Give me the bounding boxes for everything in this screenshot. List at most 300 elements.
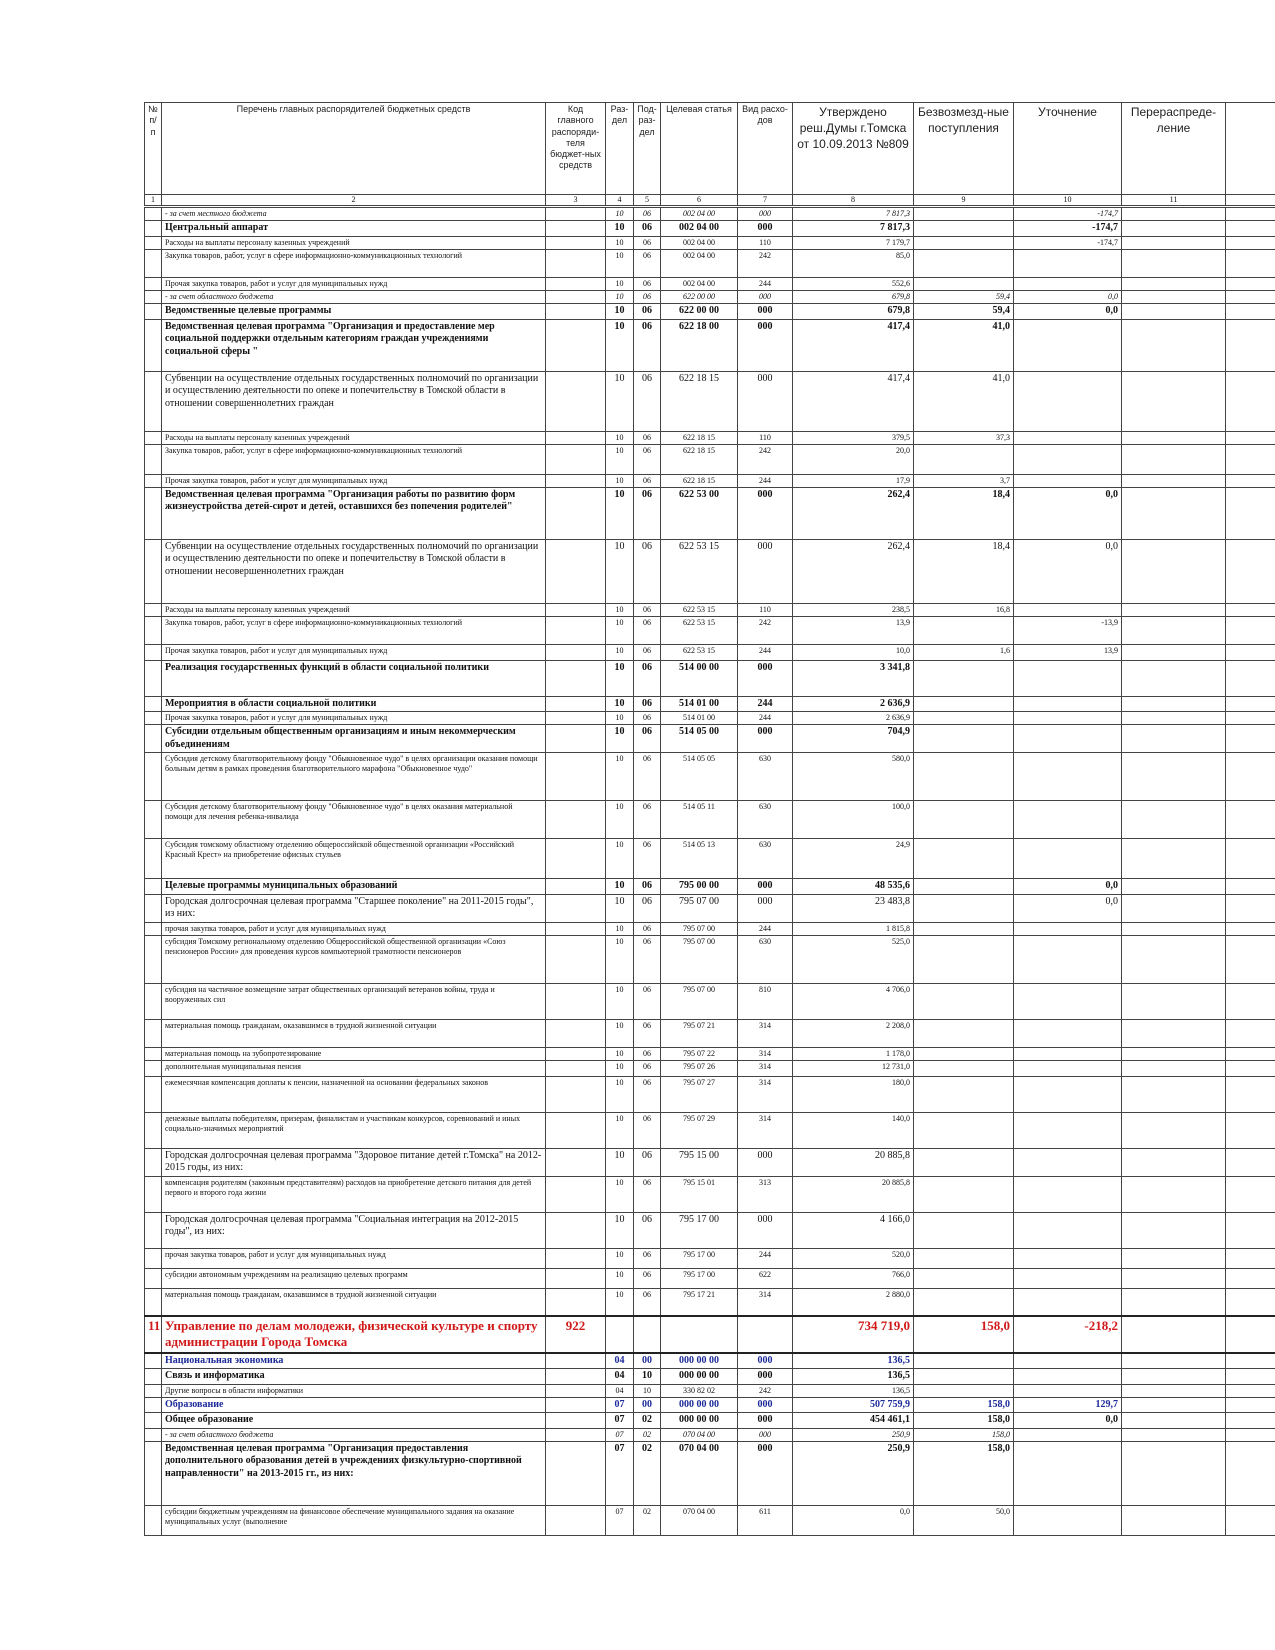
row-celevaya: 622 18 00 [661, 319, 738, 371]
row-pereraspred [1122, 277, 1226, 290]
row-utverzhdeno: 417,4 [793, 319, 914, 371]
row-podrazdel: 06 [634, 1248, 661, 1268]
row-celevaya: 514 05 05 [661, 753, 738, 801]
row-number [145, 696, 162, 712]
row-celevaya: 622 00 00 [661, 290, 738, 303]
row-kod [546, 236, 606, 249]
header-celevaya: Целевая статья [661, 103, 738, 195]
row-vid: 244 [738, 474, 793, 487]
row-bezvozmezd [914, 753, 1014, 801]
row-podrazdel: 06 [634, 221, 661, 237]
row-pereraspred [1122, 1441, 1226, 1505]
row-razdel: 10 [606, 1248, 634, 1268]
row-number [145, 801, 162, 839]
table-row [145, 1369, 1275, 1385]
colnum-6: 6 [661, 195, 738, 207]
row-podrazdel: 02 [634, 1505, 661, 1535]
row-celevaya: 795 07 00 [661, 935, 738, 983]
row-utochnenie [1014, 1019, 1122, 1047]
row-extra [1226, 487, 1275, 539]
row-name: - за счет местного бюджета [162, 207, 546, 221]
row-pereraspred [1122, 660, 1226, 696]
row-pereraspred [1122, 603, 1226, 616]
row-utverzhdeno: 136,5 [793, 1353, 914, 1369]
row-kod [546, 1288, 606, 1316]
row-number [145, 277, 162, 290]
row-kod [546, 603, 606, 616]
row-utverzhdeno: 136,5 [793, 1369, 914, 1385]
row-podrazdel: 02 [634, 1441, 661, 1505]
table-row [145, 1060, 1275, 1076]
row-kod [546, 894, 606, 922]
row-celevaya: 002 04 00 [661, 277, 738, 290]
row-name: Ведомственная целевая программа "Организация работы по развитию форм жизнеустройства детей-сирот и детей, оставшихся без попечения родителей" [162, 487, 546, 539]
row-utochnenie [1014, 935, 1122, 983]
row-name: материальная помощь гражданам, оказавшимся в трудной жизненной ситуации [162, 1288, 546, 1316]
table-row [145, 801, 1275, 839]
row-utochnenie [1014, 922, 1122, 935]
row-podrazdel: 06 [634, 444, 661, 474]
row-utochnenie [1014, 660, 1122, 696]
row-podrazdel: 06 [634, 1060, 661, 1076]
row-podrazdel: 06 [634, 303, 661, 319]
row-podrazdel: 06 [634, 290, 661, 303]
row-podrazdel: 06 [634, 696, 661, 712]
row-podrazdel: 06 [634, 249, 661, 277]
row-pereraspred [1122, 712, 1226, 725]
row-utverzhdeno: 417,4 [793, 371, 914, 431]
row-celevaya: 000 00 00 [661, 1353, 738, 1369]
row-podrazdel: 06 [634, 1112, 661, 1148]
row-name: Субсидия детскому благотворительному фонду "Обыкновенное чудо" в целях организации оказания помощи больным детям в рамках проведения благотворительного марафона "Обыкновенное чудо" [162, 753, 546, 801]
row-pereraspred [1122, 644, 1226, 660]
row-bezvozmezd [914, 1248, 1014, 1268]
row-utverzhdeno: 552,6 [793, 277, 914, 290]
row-celevaya: 795 00 00 [661, 879, 738, 895]
row-bezvozmezd: 158,0 [914, 1428, 1014, 1441]
row-kod [546, 725, 606, 753]
row-bezvozmezd [914, 1112, 1014, 1148]
row-extra [1226, 1413, 1275, 1429]
row-kod [546, 983, 606, 1019]
row-number [145, 236, 162, 249]
row-vid: 000 [738, 1441, 793, 1505]
row-name: Субсидия детскому благотворительному фонду "Обыкновенное чудо" в целях оказания материальной помощи для лечения ребенка-инвалида [162, 801, 546, 839]
row-number [145, 644, 162, 660]
row-pereraspred [1122, 539, 1226, 603]
row-utverzhdeno: 525,0 [793, 935, 914, 983]
row-utverzhdeno: 454 461,1 [793, 1413, 914, 1429]
row-podrazdel: 06 [634, 839, 661, 879]
row-vid: 314 [738, 1076, 793, 1112]
row-celevaya [661, 1316, 738, 1353]
row-name: Субсидия томскому областному отделению общероссийской общественной организации «Российский Красный Крест» на приобретение офисных стульев [162, 839, 546, 879]
row-celevaya: 070 04 00 [661, 1428, 738, 1441]
row-razdel: 10 [606, 1176, 634, 1212]
row-vid: 244 [738, 922, 793, 935]
row-podrazdel: 06 [634, 753, 661, 801]
colnum-9: 9 [914, 195, 1014, 207]
row-razdel: 10 [606, 444, 634, 474]
row-utochnenie [1014, 1384, 1122, 1397]
table-row [145, 935, 1275, 983]
row-name: - за счет областного бюджета [162, 1428, 546, 1441]
row-celevaya: 330 82 02 [661, 1384, 738, 1397]
row-extra [1226, 444, 1275, 474]
row-kod [546, 1248, 606, 1268]
row-number [145, 660, 162, 696]
row-vid: 000 [738, 660, 793, 696]
row-number [145, 487, 162, 539]
row-utverzhdeno: 2 636,9 [793, 712, 914, 725]
row-kod [546, 1268, 606, 1288]
row-bezvozmezd: 18,4 [914, 487, 1014, 539]
colnum-3: 3 [546, 195, 606, 207]
row-name: Прочая закупка товаров, работ и услуг для муниципальных нужд [162, 712, 546, 725]
row-utochnenie: -174,7 [1014, 236, 1122, 249]
row-podrazdel: 06 [634, 539, 661, 603]
row-extra [1226, 603, 1275, 616]
row-utochnenie: 0,0 [1014, 303, 1122, 319]
row-bezvozmezd [914, 1047, 1014, 1060]
row-utochnenie: 13,9 [1014, 644, 1122, 660]
row-vid: 242 [738, 444, 793, 474]
row-vid: 313 [738, 1176, 793, 1212]
row-bezvozmezd [914, 1212, 1014, 1248]
row-vid: 244 [738, 277, 793, 290]
row-vid: 000 [738, 221, 793, 237]
row-razdel: 10 [606, 801, 634, 839]
row-utochnenie [1014, 431, 1122, 444]
row-utochnenie [1014, 1428, 1122, 1441]
row-utverzhdeno: 85,0 [793, 249, 914, 277]
row-extra [1226, 207, 1275, 221]
table-row [145, 1428, 1275, 1441]
row-celevaya: 002 04 00 [661, 249, 738, 277]
table-row [145, 1268, 1275, 1288]
budget-table [144, 102, 1275, 1536]
table-row [145, 303, 1275, 319]
table-body [145, 207, 1275, 1536]
row-extra [1226, 1428, 1275, 1441]
row-name: субсидии автономным учреждениям на реализацию целевых программ [162, 1268, 546, 1288]
row-bezvozmezd: 18,4 [914, 539, 1014, 603]
row-celevaya: 795 07 22 [661, 1047, 738, 1060]
row-pereraspred [1122, 236, 1226, 249]
row-name: субсидии бюджетным учреждениям на финансовое обеспечение муниципального задания на оказание муниципальных услуг (выполнение [162, 1505, 546, 1535]
row-bezvozmezd [914, 660, 1014, 696]
row-pereraspred [1122, 753, 1226, 801]
row-number: 11 [145, 1316, 162, 1353]
row-razdel: 10 [606, 712, 634, 725]
colnum-12 [1226, 195, 1275, 207]
row-extra [1226, 474, 1275, 487]
row-razdel: 10 [606, 1148, 634, 1176]
row-utverzhdeno: 262,4 [793, 487, 914, 539]
row-vid: 242 [738, 1384, 793, 1397]
row-number [145, 371, 162, 431]
row-name: Связь и информатика [162, 1369, 546, 1385]
row-number [145, 207, 162, 221]
table-row [145, 603, 1275, 616]
row-utverzhdeno: 1 178,0 [793, 1047, 914, 1060]
table-row [145, 1076, 1275, 1112]
row-kod [546, 879, 606, 895]
row-vid: 000 [738, 207, 793, 221]
row-podrazdel: 06 [634, 1076, 661, 1112]
row-bezvozmezd [914, 894, 1014, 922]
row-kod [546, 1076, 606, 1112]
row-bezvozmezd [914, 1019, 1014, 1047]
row-utochnenie [1014, 801, 1122, 839]
row-name: ежемесячная компенсация доплаты к пенсии, назначенной на основании федеральных законов [162, 1076, 546, 1112]
row-razdel: 10 [606, 371, 634, 431]
row-razdel: 10 [606, 983, 634, 1019]
row-vid [738, 1316, 793, 1353]
row-name: Закупка товаров, работ, услуг в сфере информационно-коммуникационных технологий [162, 616, 546, 644]
row-pereraspred [1122, 922, 1226, 935]
row-podrazdel: 06 [634, 603, 661, 616]
row-name: Прочая закупка товаров, работ и услуг для муниципальных нужд [162, 474, 546, 487]
row-kod [546, 616, 606, 644]
row-podrazdel: 06 [634, 879, 661, 895]
row-pereraspred [1122, 431, 1226, 444]
row-extra [1226, 1112, 1275, 1148]
row-bezvozmezd [914, 1176, 1014, 1212]
row-razdel: 10 [606, 539, 634, 603]
row-number [145, 1076, 162, 1112]
table-row [145, 696, 1275, 712]
row-utochnenie [1014, 753, 1122, 801]
row-celevaya: 514 05 13 [661, 839, 738, 879]
table-row [145, 712, 1275, 725]
table-row [145, 487, 1275, 539]
row-podrazdel: 00 [634, 1397, 661, 1413]
row-vid: 314 [738, 1019, 793, 1047]
row-celevaya: 514 00 00 [661, 660, 738, 696]
row-kod [546, 712, 606, 725]
row-number [145, 1212, 162, 1248]
row-bezvozmezd: 16,8 [914, 603, 1014, 616]
row-bezvozmezd [914, 444, 1014, 474]
row-vid: 000 [738, 879, 793, 895]
row-pereraspred [1122, 1428, 1226, 1441]
row-podrazdel: 06 [634, 207, 661, 221]
row-kod: 922 [546, 1316, 606, 1353]
row-razdel: 10 [606, 753, 634, 801]
table-row [145, 1384, 1275, 1397]
row-razdel: 10 [606, 221, 634, 237]
row-name: Прочая закупка товаров, работ и услуг для муниципальных нужд [162, 277, 546, 290]
row-utverzhdeno: 24,9 [793, 839, 914, 879]
table-row [145, 1047, 1275, 1060]
row-extra [1226, 1248, 1275, 1268]
table-row [145, 644, 1275, 660]
row-pereraspred [1122, 1019, 1226, 1047]
row-utverzhdeno: 2 880,0 [793, 1288, 914, 1316]
row-kod [546, 1353, 606, 1369]
row-razdel [606, 1316, 634, 1353]
row-razdel: 04 [606, 1369, 634, 1385]
row-celevaya: 000 00 00 [661, 1369, 738, 1385]
row-bezvozmezd [914, 221, 1014, 237]
header-num: № п/п [145, 103, 162, 195]
row-utochnenie: 0,0 [1014, 894, 1122, 922]
table-row [145, 277, 1275, 290]
row-utverzhdeno: 20,0 [793, 444, 914, 474]
row-kod [546, 1441, 606, 1505]
row-extra [1226, 1316, 1275, 1353]
row-utverzhdeno: 23 483,8 [793, 894, 914, 922]
row-pereraspred [1122, 319, 1226, 371]
row-vid: 244 [738, 712, 793, 725]
row-podrazdel: 06 [634, 319, 661, 371]
colnum-11: 11 [1122, 195, 1226, 207]
row-utochnenie [1014, 1248, 1122, 1268]
row-utverzhdeno: 1 815,8 [793, 922, 914, 935]
colnum-7: 7 [738, 195, 793, 207]
row-razdel: 10 [606, 474, 634, 487]
row-razdel: 10 [606, 1212, 634, 1248]
row-vid: 244 [738, 644, 793, 660]
row-celevaya: 070 04 00 [661, 1505, 738, 1535]
row-utochnenie [1014, 1148, 1122, 1176]
row-pereraspred [1122, 1316, 1226, 1353]
row-razdel: 07 [606, 1397, 634, 1413]
row-name: Городская долгосрочная целевая программа "Социальная интеграция на 2012-2015 годы", из них: [162, 1212, 546, 1248]
row-extra [1226, 712, 1275, 725]
row-pereraspred [1122, 207, 1226, 221]
row-extra [1226, 1019, 1275, 1047]
row-vid: 000 [738, 1369, 793, 1385]
table-row [145, 1397, 1275, 1413]
row-podrazdel: 00 [634, 1353, 661, 1369]
header-extra [1226, 103, 1275, 195]
row-extra [1226, 983, 1275, 1019]
row-podrazdel: 06 [634, 616, 661, 644]
colnum-8: 8 [793, 195, 914, 207]
row-number [145, 444, 162, 474]
row-name: денежные выплаты победителям, призерам, финалистам и участникам конкурсов, соревнований и иных социально-значимых мероприятий [162, 1112, 546, 1148]
row-kod [546, 753, 606, 801]
row-pereraspred [1122, 1076, 1226, 1112]
row-utochnenie [1014, 371, 1122, 431]
header-pereraspred: Перераспреде-ление [1122, 103, 1226, 195]
row-name: Городская долгосрочная целевая программа "Здоровое питание детей г.Томска" на 2012-2015 годы, из них: [162, 1148, 546, 1176]
row-extra [1226, 371, 1275, 431]
row-kod [546, 1428, 606, 1441]
row-number [145, 616, 162, 644]
row-celevaya: 622 18 15 [661, 474, 738, 487]
table-row [145, 1148, 1275, 1176]
header-kod: Код главного распоряди-теля бюджет-ных средств [546, 103, 606, 195]
row-extra [1226, 249, 1275, 277]
row-name: Прочая закупка товаров, работ и услуг для муниципальных нужд [162, 644, 546, 660]
row-kod [546, 1047, 606, 1060]
row-utochnenie: -174,7 [1014, 207, 1122, 221]
row-name: субсидия Томскому региональному отделению Общероссийской общественной организации «Союз пенсионеров России» для проведения курсов компьютерной грамотности пенсионеров [162, 935, 546, 983]
row-bezvozmezd [914, 1148, 1014, 1176]
row-name: Образование [162, 1397, 546, 1413]
row-number [145, 1047, 162, 1060]
row-number [145, 319, 162, 371]
row-number [145, 894, 162, 922]
row-bezvozmezd [914, 249, 1014, 277]
row-number [145, 1428, 162, 1441]
table-row [145, 290, 1275, 303]
row-vid: 000 [738, 1428, 793, 1441]
row-bezvozmezd: 158,0 [914, 1413, 1014, 1429]
row-number [145, 1176, 162, 1212]
header-utverzhdeno: Утверждено реш.Думы г.Томска от 10.09.2013 №809 [793, 103, 914, 195]
row-extra [1226, 539, 1275, 603]
row-kod [546, 1384, 606, 1397]
row-podrazdel: 02 [634, 1428, 661, 1441]
row-podrazdel: 06 [634, 277, 661, 290]
table-row [145, 922, 1275, 935]
row-celevaya: 000 00 00 [661, 1413, 738, 1429]
table-row [145, 474, 1275, 487]
row-utochnenie [1014, 1176, 1122, 1212]
row-number [145, 474, 162, 487]
row-kod [546, 644, 606, 660]
table-row [145, 444, 1275, 474]
table-row [145, 539, 1275, 603]
row-number [145, 712, 162, 725]
header-name: Перечень главных распорядителей бюджетных средств [162, 103, 546, 195]
row-utochnenie [1014, 277, 1122, 290]
row-extra [1226, 725, 1275, 753]
row-utverzhdeno: 520,0 [793, 1248, 914, 1268]
row-vid: 630 [738, 935, 793, 983]
row-name: Субвенции на осуществление отдельных государственных полномочий по организации и осуществлению деятельности по опеке и попечительству в Томской области в отношении совершеннолетних граждан [162, 371, 546, 431]
row-celevaya: 795 07 00 [661, 922, 738, 935]
row-vid: 000 [738, 894, 793, 922]
row-number [145, 1060, 162, 1076]
row-number [145, 1505, 162, 1535]
row-kod [546, 1060, 606, 1076]
row-utverzhdeno: 4 706,0 [793, 983, 914, 1019]
row-name: прочая закупка товаров, работ и услуг для муниципальных нужд [162, 922, 546, 935]
row-name: Центральный аппарат [162, 221, 546, 237]
row-kod [546, 1019, 606, 1047]
row-pereraspred [1122, 894, 1226, 922]
row-razdel: 10 [606, 431, 634, 444]
row-celevaya: 002 04 00 [661, 236, 738, 249]
row-number [145, 1397, 162, 1413]
row-name: прочая закупка товаров, работ и услуг для муниципальных нужд [162, 1248, 546, 1268]
row-razdel: 10 [606, 1268, 634, 1288]
row-kod [546, 696, 606, 712]
row-kod [546, 801, 606, 839]
row-name: Ведомственная целевая программа "Организация предоставления дополнительного образования детей в учреждениях физкультурно-спортивной направленности" на 2013-2015 гг., из них: [162, 1441, 546, 1505]
row-pereraspred [1122, 1413, 1226, 1429]
row-extra [1226, 894, 1275, 922]
row-celevaya: 795 17 21 [661, 1288, 738, 1316]
row-podrazdel: 06 [634, 1212, 661, 1248]
row-pereraspred [1122, 1248, 1226, 1268]
header-podrazdel: Под-раз-дел [634, 103, 661, 195]
header-utochnenie: Уточнение [1014, 103, 1122, 195]
row-razdel: 10 [606, 1019, 634, 1047]
table-row [145, 983, 1275, 1019]
row-bezvozmezd: 41,0 [914, 319, 1014, 371]
row-utverzhdeno: 507 759,9 [793, 1397, 914, 1413]
row-name: материальная помощь гражданам, оказавшимся в трудной жизненной ситуации [162, 1019, 546, 1047]
row-name: компенсация родителям (законным представителям) расходов на приобретение детского питания для детей первого и второго года жизни [162, 1176, 546, 1212]
row-celevaya: 514 01 00 [661, 696, 738, 712]
row-podrazdel [634, 1316, 661, 1353]
